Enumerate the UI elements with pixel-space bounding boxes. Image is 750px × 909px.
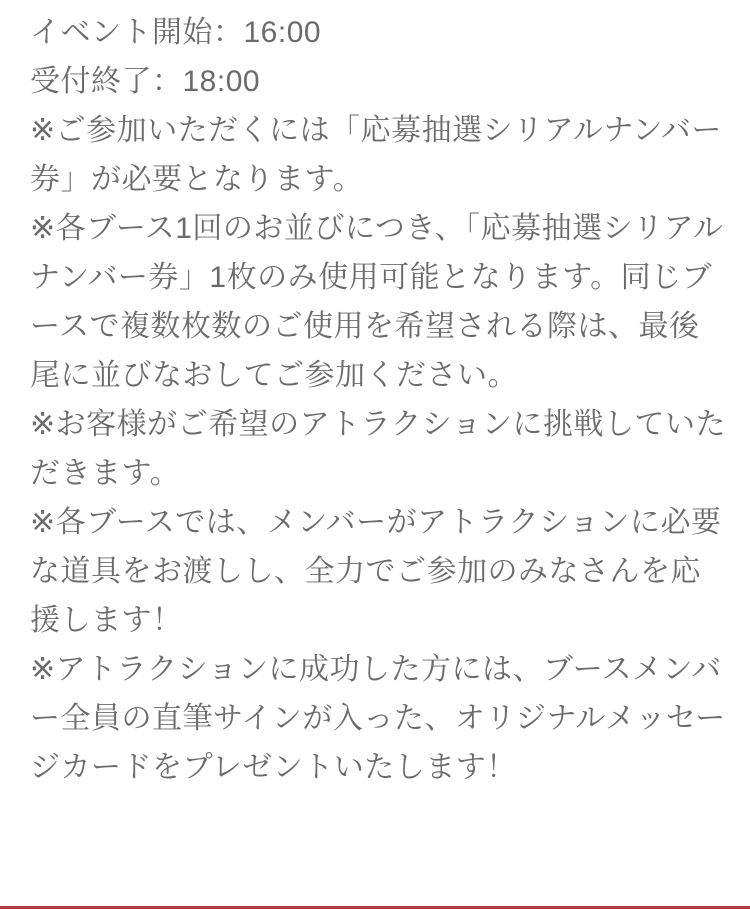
notice-paragraph-serial-required: ※ご参加いただくには「応募抽選シリアルナンバー券」が必要となります。 (30, 114, 722, 196)
notice-paragraph-member-support: ※各ブースでは、メンバーがアトラクションに必要な道具をお渡しし、全力でご参加のみなさんを応援します！ (30, 506, 722, 637)
notice-paragraph-one-ticket-per-booth: ※各ブース1回のお並びにつき、「応募抽選シリアルナンバー券」1枚のみ使用可能となります。同じブースで複数枚数のご使用を希望される際は、最後尾に並びなおしてご参加ください。 (30, 212, 724, 392)
notice-paragraph-message-card-prize: ※アトラクションに成功した方には、ブースメンバー全員の直筆サインが入った、オリジナルメッセージカードをプレゼントいたします！ (30, 653, 726, 784)
notice-paragraph-attraction-choice: ※お客様がご希望のアトラクションに挑戦していただきます。 (30, 408, 727, 490)
notice-paragraph-event-start: イベント開始：16:00 (30, 16, 322, 49)
notice-paragraph-reception-end: 受付終了：18:00 (30, 65, 261, 98)
notice-text-block (30, 8, 728, 792)
